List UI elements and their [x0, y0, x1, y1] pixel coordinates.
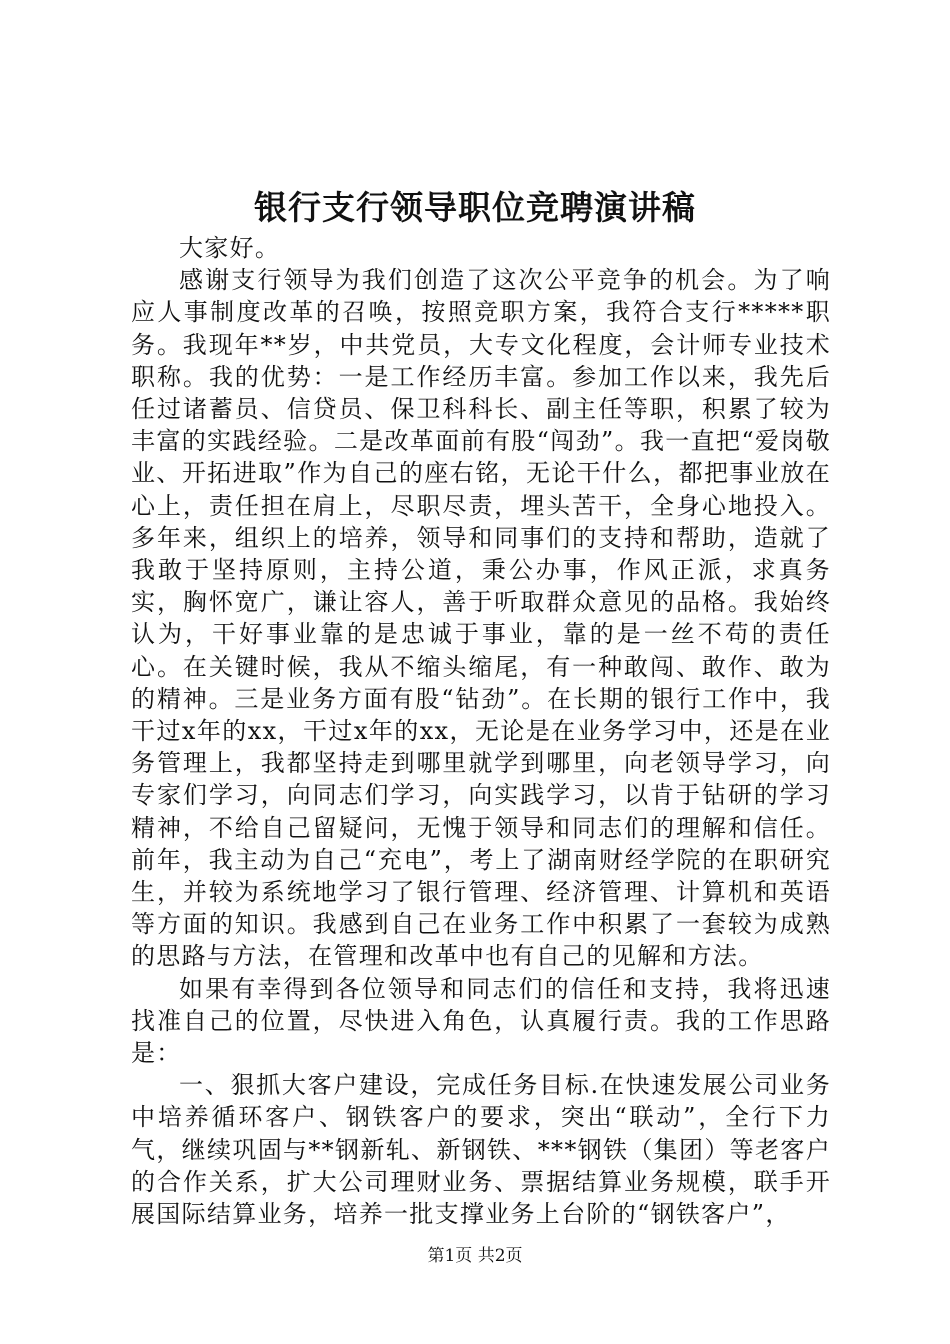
paragraph-work-plan-intro: 如果有幸得到各位领导和同志们的信任和支持，我将迅速找准自己的位置，尽快进入角色，认真履行责。我的工作思路是： [131, 974, 831, 1068]
paragraph-plan-item-1: 一、狠抓大客户建设，完成任务目标.在快速发展公司业务中培养循环客户、钢铁客户的要求，突出“联动”，全行下力气，继续巩固与**钢新轧、新钢铁、***钢铁（集团）等老客户的合作关系，扩大公司理财业务、票据结算业务规模，联手开展国际结算业务，培养一批支撑业务上台阶的“钢铁客户”， [131, 1071, 831, 1229]
paragraph-greeting: 大家好。 [179, 234, 281, 262]
paragraph-self-introduction: 感谢支行领导为我们创造了这次公平竞争的机会。为了响应人事制度改革的召唤，按照竞职方案，我符合支行*****职务。我现年**岁，中共党员，大专文化程度，会计师专业技术职称。我的优势：一是工作经历丰富。参加工作以来，我先后任过诸蓄员、信贷员、保卫科科长、副主任等职，积累了较为丰富的实践经验。二是改革面前有股“闯劲”。我一直把“爱岗敬业、开拓进取”作为自己的座右铭，无论干什么，都把事业放在心上，责任担在肩上，尽职尽责，埋头苦干，全身心地投入。多年来，组织上的培养，领导和同事们的支持和帮助，造就了我敢于坚持原则，主持公道，秉公办事，作风正派，求真务实，胸怀宽广，谦让容人，善于听取群众意见的品格。我始终认为，干好事业靠的是忠诚于事业，靠的是一丝不苟的责任心。在关键时候，我从不缩头缩尾，有一种敢闯、敢作、敢为的精神。三是业务方面有股“钻劲”。在长期的银行工作中，我干过x年的xx，干过x年的xx，无论是在业务学习中，还是在业务管理上，我都坚持走到哪里就学到哪里，向老领导学习，向专家们学习，向同志们学习，向实践学习，以肯于钻研的学习精神，不给自己留疑问，无愧于领导和同志们的理解和信任。前年，我主动为自己“充电”，考上了湖南财经学院的在职研究生，并较为系统地学习了银行管理、经济管理、计算机和英语等方面的知识。我感到自己在业务工作中积累了一套较为成熟的思路与方法，在管理和改革中也有自己的见解和方法。 [131, 266, 831, 971]
document-body [131, 232, 831, 1230]
document-title: 银行支行领导职位竞聘演讲稿 [254, 188, 696, 227]
page-number-footer: 第1页 共2页 [427, 1246, 523, 1266]
